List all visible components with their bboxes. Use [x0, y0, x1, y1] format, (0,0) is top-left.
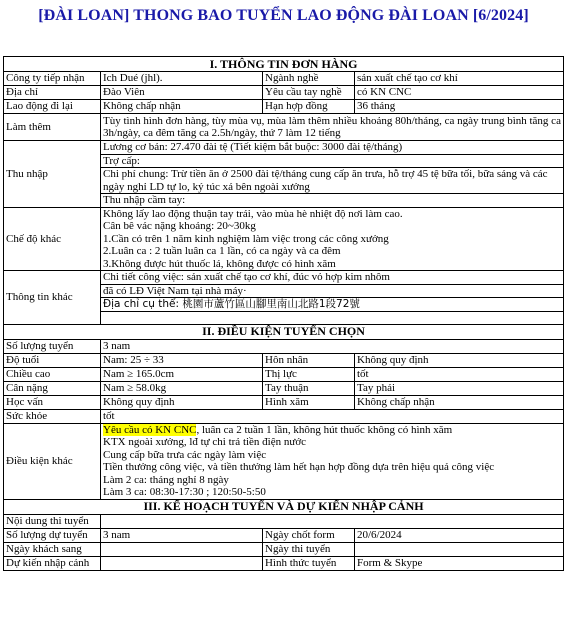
- income-line: Thu nhập cầm tay:: [103, 194, 186, 206]
- other-conditions-line: Tiền thưởng công việc, và tiền thưởng làm hết hạn hợp đồng dựa trên hiệu quả công việc: [103, 461, 495, 473]
- skill-label: Yêu cầu tay nghề: [263, 86, 355, 100]
- exam-content-label: Nội dung thi tuyển: [4, 514, 101, 528]
- quantity-label: Số lượng tuyển: [4, 339, 101, 353]
- tattoo-label: Hình xăm: [263, 395, 355, 409]
- weight-label: Cân nặng: [4, 381, 101, 395]
- other-conditions-label: Điều kiện khác: [4, 423, 101, 499]
- form-close-value: 20/6/2024: [355, 528, 564, 542]
- other-benefits-line: 2.Luân ca : 2 tuần luân ca 1 lần, có ca ngày và ca đêm: [103, 245, 341, 257]
- other-benefits-label: Chế độ khác: [4, 207, 101, 271]
- highlighted-requirement: Yêu cầu có KN CNC: [103, 423, 197, 436]
- industry-value: sản xuất chế tạo cơ khí: [355, 72, 564, 86]
- marriage-value: Không quy định: [355, 353, 564, 367]
- height-value: Nam ≥ 165.0cm: [101, 367, 263, 381]
- form-close-label: Ngày chốt form: [263, 528, 355, 542]
- vision-value: tốt: [355, 367, 564, 381]
- exam-content-value: [101, 514, 564, 528]
- client-visit-label: Ngày khách sang: [4, 542, 101, 556]
- other-info-line: đã có LĐ Việt Nam tại nhà máy·: [101, 285, 563, 299]
- income-line: Lương cơ bản: 27.470 đài tệ (Tiết kiệm bắt buộc: 3000 đài tệ/tháng): [101, 141, 563, 155]
- overtime-value: Tùy tình hình đơn hàng, tùy mùa vụ, mùa làm thêm nhiều khoảng 80h/tháng, ca ngày trung bình tăng ca 3h/ngày, ca đêm tăng ca 2.5h/ngày, thứ 7 làm 12 tiếng: [101, 114, 564, 141]
- recruitment-table: [3, 56, 564, 571]
- other-conditions-rest: , luân ca 2 tuần 1 lần, không hút thuốc không có hình xăm: [196, 423, 453, 436]
- education-value: Không quy định: [101, 395, 263, 409]
- other-conditions-line: KTX ngoài xưởng, lđ tự chi trả tiền điện nước: [103, 436, 307, 448]
- hand-value: Tay phải: [355, 381, 564, 395]
- company-label: Công ty tiếp nhận: [4, 72, 101, 86]
- contract-value: 36 tháng: [355, 100, 564, 114]
- overtime-label: Làm thêm: [4, 114, 101, 141]
- marriage-label: Hôn nhân: [263, 353, 355, 367]
- entry-value: [101, 556, 263, 570]
- contract-label: Hạn hợp đồng: [263, 100, 355, 114]
- health-value: tốt: [101, 409, 564, 423]
- client-visit-value: [101, 542, 263, 556]
- tattoo-value: Không chấp nhận: [355, 395, 564, 409]
- other-benefits-line: 1.Cần có trên 1 năm kinh nghiệm làm việc trong các công xưởng: [103, 232, 389, 245]
- exam-date-label: Ngày thi tuyển: [263, 542, 355, 556]
- other-info-line: [101, 312, 563, 324]
- expected-quantity-label: Số lượng dự tuyển: [4, 528, 101, 542]
- address-value: Đào Viên: [101, 86, 263, 100]
- travel-value: Không chấp nhận: [101, 100, 263, 114]
- education-label: Học vấn: [4, 395, 101, 409]
- recruit-form-value: Form & Skype: [355, 556, 564, 570]
- other-info-label: Thông tin khác: [4, 271, 101, 325]
- skill-value: có KN CNC: [355, 86, 564, 100]
- document-title: [ĐÀI LOAN] THONG BAO TUYỂN LAO ĐỘNG ĐÀI LOAN [6/2024]: [38, 7, 529, 24]
- section-heading-order-info: I. THÔNG TIN ĐƠN HÀNG: [4, 57, 564, 72]
- other-conditions-line: Làm 3 ca: 08:30-17:30 ; 120:50-5:50: [103, 486, 266, 498]
- recruit-form-label: Hình thức tuyển: [263, 556, 355, 570]
- age-value: Nam: 25 ÷ 33: [101, 353, 263, 367]
- other-info-line: Chi tiết công việc: sản xuất chế tạo cơ khí, đúc vỏ hợp kim nhôm: [101, 271, 563, 285]
- entry-label: Dự kiến nhập cảnh: [4, 556, 101, 570]
- expected-quantity-value: 3 nam: [101, 528, 263, 542]
- height-label: Chiều cao: [4, 367, 101, 381]
- income-line: Chi phí chung: Trừ tiền ăn ở 2500 đài tệ/tháng cung cấp ăn trưa, hỗ trợ 45 tệ bữa tối, bữa sáng và các ngày nghỉ LD tự lo, ký túc xá bên ngoài xưởng: [101, 168, 563, 194]
- section-heading-conditions: II. ĐIỀU KIỆN TUYỂN CHỌN: [4, 324, 564, 339]
- travel-label: Lao động đi lại: [4, 100, 101, 114]
- quantity-value: 3 nam: [101, 339, 564, 353]
- income-line: Trợ cấp:: [101, 155, 563, 169]
- address-label: Địa chỉ: [4, 86, 101, 100]
- other-conditions-line: Làm 2 ca: tháng nghỉ 8 ngày: [103, 473, 229, 486]
- other-info-line: Địa chỉ cụ thể: 桃園市蘆竹區山腳里南山北路1段72號: [101, 298, 563, 312]
- weight-value: Nam ≥ 58.0kg: [101, 381, 263, 395]
- health-label: Sức khỏe: [4, 409, 101, 423]
- other-benefits-line: 3.Không được hút thuốc lá, không được có hình xăm: [103, 257, 336, 270]
- company-value: Ich Dué (jhl).: [101, 72, 263, 86]
- other-conditions-line: Cung cấp bữa trưa các ngày làm việc: [103, 448, 267, 461]
- vision-label: Thị lực: [263, 367, 355, 381]
- industry-label: Ngành nghề: [263, 72, 355, 86]
- exam-date-value: [355, 542, 564, 556]
- section-heading-plan: III. KẾ HOẠCH TUYỂN VÀ DỰ KIẾN NHẬP CẢNH: [4, 499, 564, 514]
- other-benefits-line: Không lấy lao động thuận tay trái, vào mùa hè nhiệt độ nơi làm cao.: [103, 207, 403, 220]
- income-label: Thu nhập: [4, 141, 101, 208]
- other-conditions-line: [101, 424, 563, 437]
- other-benefits-line: Cân bê vác nặng khoảng: 20~30kg: [103, 220, 256, 232]
- age-label: Độ tuổi: [4, 353, 101, 367]
- hand-label: Tay thuận: [263, 381, 355, 395]
